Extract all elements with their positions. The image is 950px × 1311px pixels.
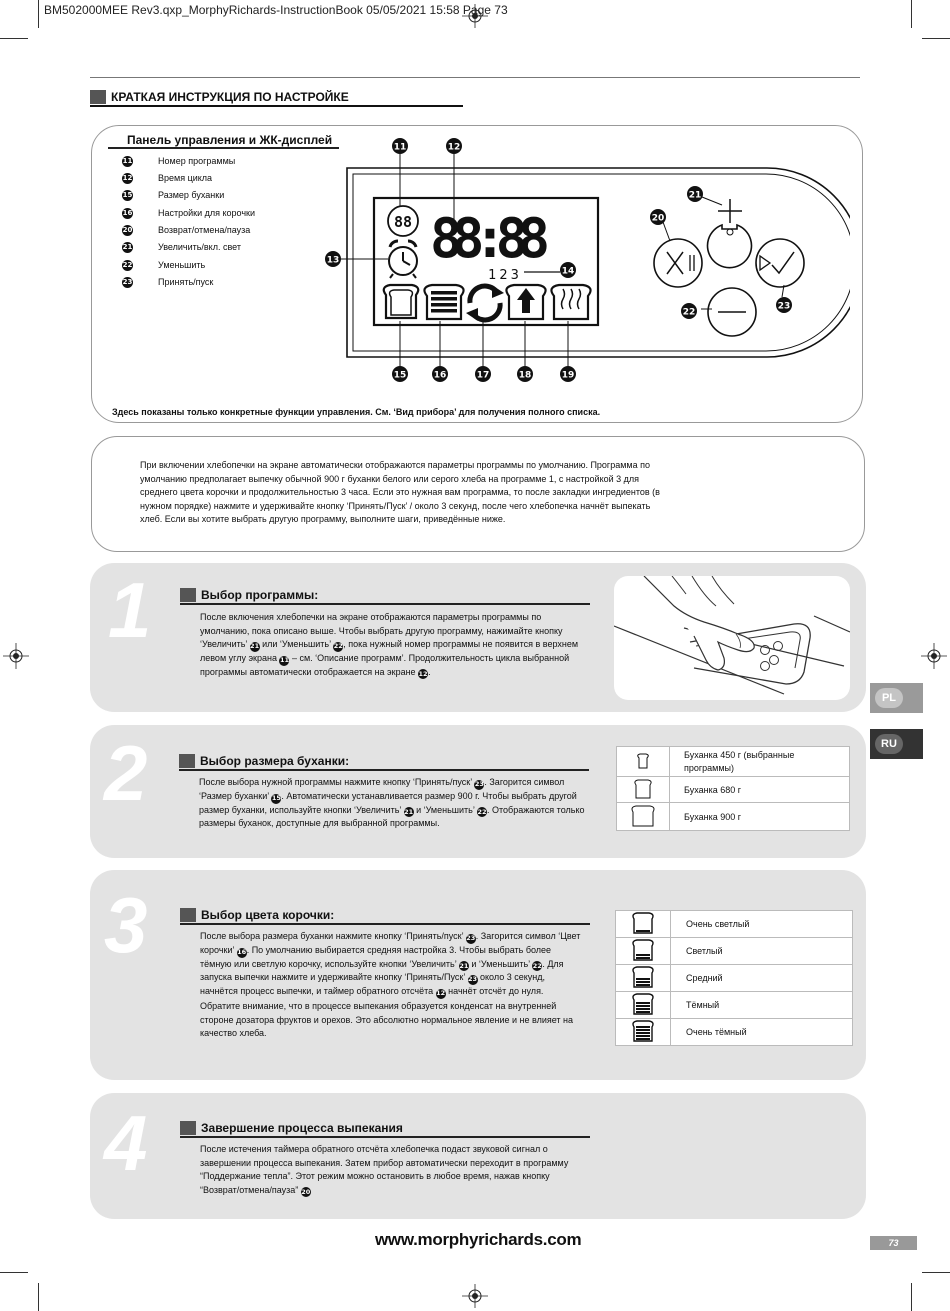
- inline-number-badge: 22: [333, 642, 343, 650]
- loaf-size-label: Буханка 900 г: [670, 803, 850, 831]
- lcd-time: 88:88: [430, 207, 550, 270]
- step-4-text: После истечения таймера обратного отсчёта хлебопечка подаст звуковой сигнал о завершении процесса выпекания. Затем прибор автоматически переходит в программу “Поддержание тепла”. Этот режим можно остановить в любое время, нажав кнопку “Возврат/отмена/пауза” 20: [200, 1144, 569, 1196]
- legend-number-badge: 23: [122, 278, 133, 286]
- legend-number-badge: 11: [122, 157, 133, 165]
- step-3-number: 3: [104, 881, 148, 969]
- step-2-text: После выбора нужной программы нажмите кнопку ‘Принять/пуск’ 23. Загорится символ ‘Размер буханки’ 15. Автоматически устанавливается размер 900 г. Чтобы выбрать другой размер буханки, используйте кнопки ‘Увеличить’ 21 и ‘Уменьшить’ 22. Отображаются только размеры буханок, доступные для выбранной программы.: [199, 777, 585, 829]
- legend-number-badge: 16: [122, 209, 133, 217]
- legend-label: Возврат/отмена/пауза: [158, 225, 251, 235]
- panel-subtitle-underline: [108, 147, 339, 149]
- crust-level-icon: [616, 965, 671, 992]
- legend-item: [122, 223, 250, 237]
- crust-color-row: [616, 938, 853, 965]
- legend-number-badge: 22: [122, 261, 133, 269]
- callout-22: 22: [682, 307, 696, 318]
- loaf-large-icon: [617, 803, 670, 831]
- lcd-sizes: 123: [488, 268, 522, 283]
- panel-subtitle: Панель управления и ЖК-дисплей: [127, 133, 333, 147]
- accept-start-button[interactable]: [756, 239, 804, 287]
- hand-pressing-button-illustration: [614, 576, 850, 700]
- crust-color-row: [616, 1019, 853, 1046]
- crust-color-label: Очень светлый: [671, 911, 853, 938]
- crust-color-label: Тёмный: [671, 992, 853, 1019]
- step-2-title: Выбор размера буханки:: [179, 754, 349, 768]
- panel-note: Здесь показаны только конкретные функции управления. См. ‘Вид прибора’ для получения полного списка.: [112, 407, 601, 417]
- inline-number-badge: 12: [418, 669, 428, 678]
- loaf-medium-icon: [617, 777, 670, 803]
- section-underline: [90, 105, 463, 107]
- callout-21: 21: [688, 190, 702, 201]
- legend-number-badge: 12: [122, 174, 133, 182]
- legend-label: Номер программы: [158, 156, 236, 166]
- inline-number-badge: 22: [477, 807, 487, 816]
- tab-ru[interactable]: RU: [870, 729, 923, 759]
- inline-number-badge: 16: [237, 947, 247, 956]
- step-1-text: После включения хлебопечки на экране отображаются параметры программы по умолчанию, пока описано выше. Чтобы выбрать другую программу, нажимайте кнопку ‘Увеличить’ 21 или ‘Уменьшить’ 22, пока нужный номер программы не появится в верхнем левом углу экрана 11 – см. ‘Описание программ’. Продолжительность цикла выбранной программы автоматически отображается на экране 12.: [200, 612, 579, 678]
- legend-item: [122, 188, 224, 202]
- inline-number-badge: 20: [301, 1187, 311, 1196]
- inline-number-badge: 12: [436, 989, 446, 997]
- registration-mark-icon: [921, 643, 947, 669]
- callout-12: 12: [447, 142, 461, 153]
- legend-number-badge: 21: [122, 243, 133, 251]
- legend-label: Время цикла: [158, 173, 213, 183]
- tab-pl[interactable]: PL: [870, 683, 923, 713]
- inline-number-badge: 23: [466, 934, 476, 942]
- crust-level-icon: [616, 992, 671, 1019]
- crust-level-icon: [616, 1019, 671, 1046]
- step-1-underline: [180, 603, 590, 605]
- legend-number-badge: 15: [122, 191, 133, 199]
- inline-number-badge: 23: [474, 780, 484, 788]
- header-rule: [90, 77, 860, 78]
- callout-13: 13: [326, 255, 340, 266]
- crust-color-label: Средний: [671, 965, 853, 992]
- intro-text: При включении хлебопечки на экране автоматически отображаются параметры программы по умолчанию. Программа по умолчанию предполагает выпечку обычной 900 г буханки белого или серого хлеба на программе 1, с настройкой 3 для среднего цвета корочки и продолжительностью 3 часа. Если это нужная вам программа, то после закладки ингредиентов (в нужном порядке) нажмите и удерживайте кнопку ‘Принять/Пуск’ / около 3 секунд, после чего хлебопечка начнёт выпекать хлеб. Если вы хотите выбрать другую программу, выполните шаги, приведённые ниже.: [140, 460, 660, 524]
- crop-mark: [922, 1272, 950, 1273]
- legend-item: [122, 171, 212, 185]
- crust-color-row: [616, 965, 853, 992]
- step-1-number: 1: [108, 566, 152, 654]
- callout-15: 15: [393, 370, 407, 381]
- loaf-size-row: [617, 803, 850, 831]
- step-1-title: Выбор программы:: [180, 588, 318, 602]
- crust-level-icon: [616, 938, 671, 965]
- page-number: 73: [870, 1236, 917, 1250]
- crust-color-table: [615, 910, 853, 1046]
- legend-item: [122, 258, 205, 272]
- legend-item: [122, 275, 213, 289]
- step-3-note: Обратите внимание, что в процессе выпекания образуется конденсат на внутренней стороне дозатора фруктов и орехов. Это абсолютно нормальное явление и не влияет на качество хлеба.: [200, 1001, 574, 1038]
- print-header: BM502000MEE Rev3.qxp_MorphyRichards-InstructionBook 05/05/2021 15:58 Page 73: [44, 3, 508, 17]
- inline-number-badge: 21: [250, 642, 260, 650]
- loaf-size-row: [617, 777, 850, 803]
- inline-number-badge: 22: [532, 961, 542, 970]
- section-title-text: КРАТКАЯ ИНСТРУКЦИЯ ПО НАСТРОЙКЕ: [111, 90, 349, 104]
- callout-19: 19: [561, 370, 575, 381]
- loaf-size-row: [617, 747, 850, 777]
- back-cancel-pause-button[interactable]: [654, 239, 702, 287]
- legend-number-badge: 20: [122, 226, 133, 234]
- legend-label: Принять/пуск: [158, 277, 214, 287]
- legend-label: Увеличить/вкл. свет: [158, 242, 241, 252]
- legend-label: Уменьшить: [158, 260, 206, 270]
- inline-number-badge: 23: [467, 975, 478, 984]
- loaf-size-table: [616, 746, 850, 831]
- callout-16: 16: [433, 370, 447, 381]
- legend-item: [122, 154, 235, 168]
- crust-color-label: Светлый: [671, 938, 853, 965]
- step-3-text: После выбора размера буханки нажмите кнопку ‘Принять/пуск’ 23. Загорится символ ‘Цвет корочки’ 16. По умолчанию выбирается средняя настройка 3. Чтобы выбрать более тёмную или светлую корочку, используйте кнопки ‘Увеличить’ 21 и ‘Уменьшить’ 22. Для запуска выпечки нажмите и удерживайте кнопку ‘Принять/Пуск’ 23 около 3 секунд, начнётся процесс выпечки, и таймер обратного отсчёта 12 начнёт отсчёт до нуля.: [200, 931, 581, 997]
- callout-11: 11: [393, 142, 407, 153]
- callout-20: 20: [651, 213, 665, 224]
- step-4-underline: [180, 1136, 590, 1138]
- step-2-underline: [179, 769, 589, 771]
- decrease-button[interactable]: [708, 288, 756, 336]
- inline-number-badge: 21: [404, 807, 414, 816]
- loaf-size-label: Буханка 680 г: [670, 777, 850, 803]
- callout-18: 18: [518, 370, 532, 381]
- crust-color-row: [616, 992, 853, 1019]
- section-marker: [90, 90, 106, 104]
- crop-mark: [911, 0, 912, 28]
- loaf-small-icon: [617, 747, 670, 777]
- legend-item: [122, 206, 255, 220]
- legend-item: [122, 240, 241, 254]
- crust-color-label: Очень тёмный: [671, 1019, 853, 1046]
- crop-mark: [0, 38, 28, 39]
- legend-label: Размер буханки: [158, 190, 225, 200]
- crop-mark: [0, 1272, 28, 1273]
- callout-17: 17: [476, 370, 490, 381]
- registration-mark-icon: [462, 1284, 488, 1308]
- step-4-title: Завершение процесса выпекания: [180, 1121, 403, 1135]
- lcd-program-number: 88: [393, 213, 413, 231]
- control-panel-diagram: [320, 135, 850, 390]
- crop-mark: [911, 1283, 912, 1311]
- step-2-number: 2: [104, 729, 148, 817]
- crop-mark: [38, 0, 39, 28]
- crust-level-icon: [616, 911, 671, 938]
- section-title: [90, 90, 349, 104]
- loaf-size-label: Буханка 450 г (выбранные программы): [670, 747, 850, 777]
- inline-number-badge: 21: [459, 961, 469, 970]
- legend-label: Настройки для корочки: [158, 208, 256, 218]
- crust-color-row: [616, 911, 853, 938]
- step-3-title: Выбор цвета корочки:: [180, 908, 334, 922]
- registration-mark-icon: [3, 643, 29, 669]
- callout-14: 14: [561, 266, 575, 277]
- step-4-number: 4: [104, 1099, 148, 1187]
- callout-23: 23: [777, 301, 791, 312]
- crop-mark: [38, 1283, 39, 1311]
- inline-number-badge: 11: [279, 655, 289, 664]
- inline-number-badge: 15: [271, 793, 281, 802]
- crop-mark: [922, 38, 950, 39]
- step-3-underline: [180, 923, 590, 925]
- footer-url[interactable]: www.morphyrichards.com: [375, 1230, 582, 1249]
